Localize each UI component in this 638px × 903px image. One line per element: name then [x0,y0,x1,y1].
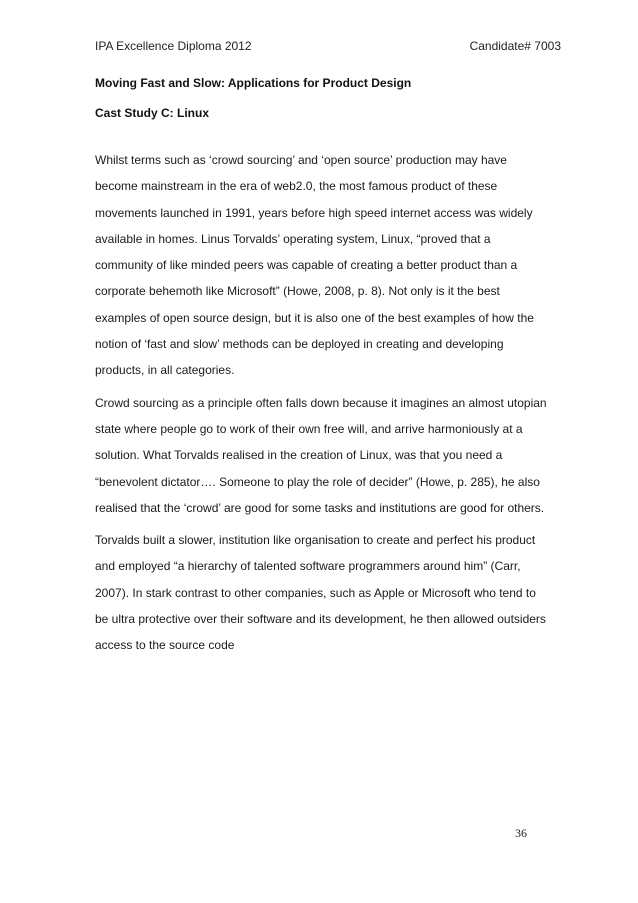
text-line: solution. What Torvalds realised in the creation of Linux, was that you need a [95,448,503,463]
text-line: become mainstream in the era of web2.0, the most famous product of these [95,179,498,194]
header-diploma-title: IPA Excellence Diploma 2012 [95,39,252,53]
text-line: 2007). In stark contrast to other companies, such as Apple or Microsoft who tend to [95,585,536,600]
paragraph-2 [95,390,565,521]
document-title: Moving Fast and Slow: Applications for Product Design [95,76,412,90]
header-candidate-number: Candidate# 7003 [469,39,561,53]
text-line: realised that the ‘crowd’ are good for some tasks and institutions are good for others. [95,500,545,515]
text-line: movements launched in 1991, years before high speed internet access was widely [95,205,533,220]
body-text [95,147,565,665]
text-line: notion of ‘fast and slow’ methods can be deployed in creating and developing [95,337,504,352]
text-line: and employed “a hierarchy of talented software programmers around him” (Carr, [95,559,521,574]
text-line: products, in all categories. [95,363,235,378]
page-number: 36 [515,826,527,840]
text-line: community of like minded peers was capable of creating a better product than a [95,258,518,273]
text-line: corporate behemoth like Microsoft” (Howe, 2008, p. 8). Not only is it the best [95,284,500,299]
text-line: state where people go to work of their own free will, and arrive harmoniously at a [95,421,523,436]
text-line: be ultra protective over their software and its development, he then allowed outsiders [95,612,546,627]
text-line: examples of open source design, but it is also one of the best examples of how the [95,310,534,325]
text-line: available in homes. Linus Torvalds’ operating system, Linux, “proved that a [95,231,491,246]
text-line: “benevolent dictator…. Someone to play the role of decider” (Howe, p. 285), he also [95,474,540,489]
paragraph-3 [95,527,565,658]
text-line: access to the source code [95,638,235,653]
text-line: Crowd sourcing as a principle often falls down because it imagines an almost utopian [95,395,547,410]
page-header [95,39,561,53]
text-line: Whilst terms such as ‘crowd sourcing’ and ‘open source’ production may have [95,153,507,167]
case-study-heading: Cast Study C: Linux [95,106,210,120]
text-line: Torvalds built a slower, institution like organisation to create and perfect his product [95,533,536,548]
paragraph-1 [95,147,565,384]
